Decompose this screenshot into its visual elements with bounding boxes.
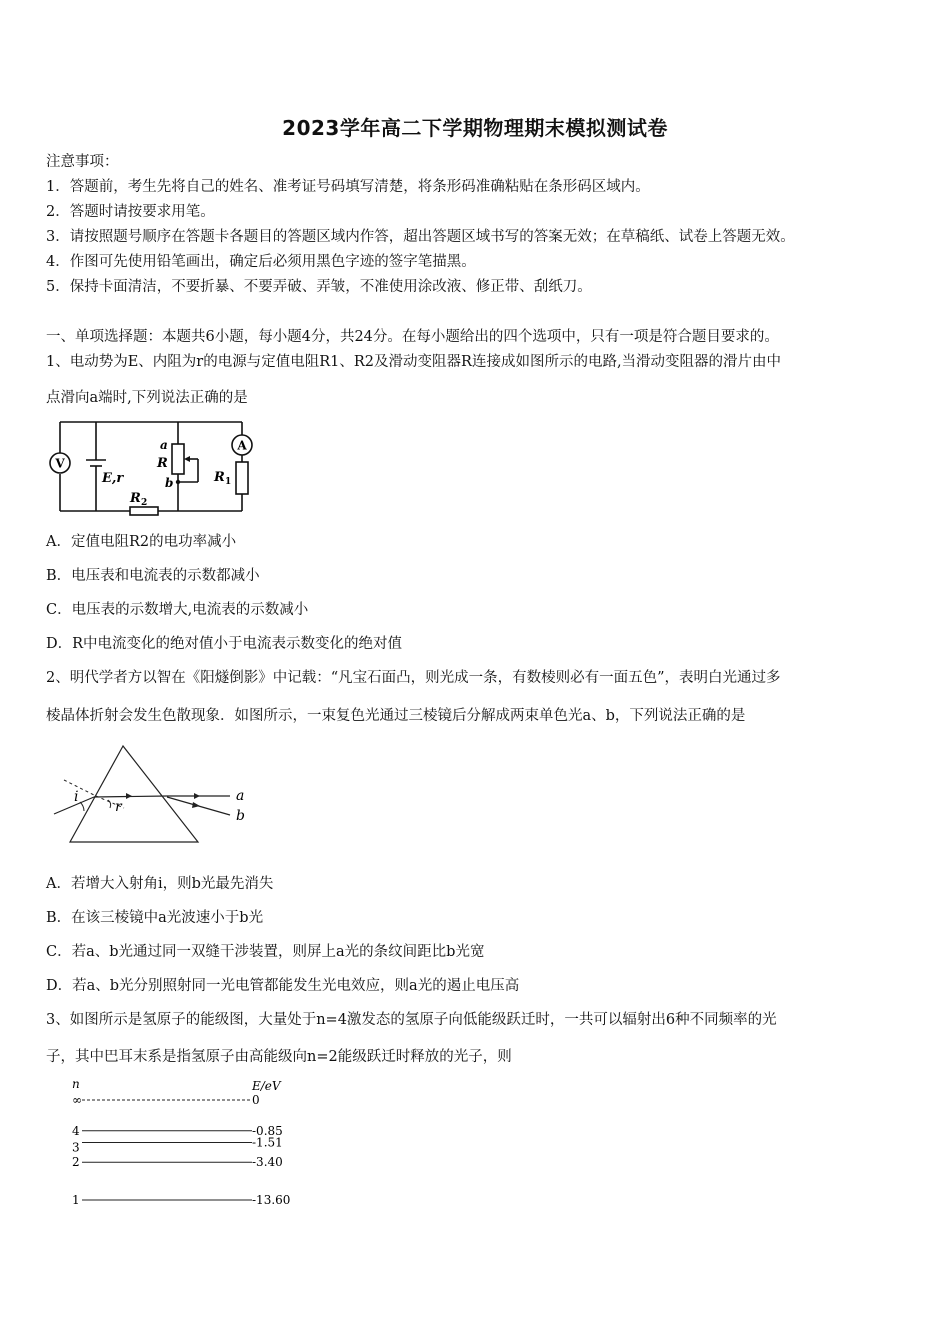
q1-stem: 1、电动势为E、内阻为r的电源与定值电阻R1、R2及滑动变阻器R连接成如图所示的电路,当滑动变阻器的滑片由中 (46, 354, 782, 370)
ray-b-label: b (236, 808, 245, 824)
q3-stem: 子，其中巴耳末系是指氢原子由高能级向n=2能级跃迁时释放的光子，则 (46, 1049, 512, 1065)
q1-circuit-figure (46, 416, 266, 522)
q2-option-b: B．在该三棱镜中a光波速小于b光 (46, 910, 264, 926)
q2-stem: 2、明代学者方以智在《阳燧倒影》中记载：“凡宝石面凸，则光成一条，有数棱则必有一面五色”，表明白光通过多 (46, 670, 781, 686)
refracted-angle-label: r (115, 799, 122, 815)
energy-level-4-n: 4 (72, 1123, 80, 1138)
energy-level-4-energy: -0.85 (252, 1123, 283, 1138)
notice-item: 4．作图可先使用铅笔画出，确定后必须用黑色字迹的签字笔描黑。 (46, 254, 476, 270)
q1-option-c: C．电压表的示数增大,电流表的示数减小 (46, 602, 309, 618)
q2-option-a: A．若增大入射角i，则b光最先消失 (46, 876, 274, 892)
r2-subscript: 2 (141, 498, 148, 508)
r2-label: R (130, 491, 141, 506)
section-heading: 一、单项选择题：本题共6小题，每小题4分，共24分。在每小题给出的四个选项中，只有一项是符合题目要求的。 (46, 329, 779, 345)
q2-option-c: C．若a、b光通过同一双缝干涉装置，则屏上a光的条纹间距比b光宽 (46, 944, 485, 960)
ray-a-label: a (236, 788, 245, 804)
notice-item: 1．答题前，考生先将自己的姓名、准考证号码填写清楚，将条形码准确粘贴在条形码区域内。 (46, 179, 650, 195)
q3-energy-level-figure (64, 1074, 314, 1214)
notice-item: 2．答题时请按要求用笔。 (46, 204, 215, 220)
notice-heading: 注意事项： (46, 154, 119, 170)
q1-option-b: B．电压表和电流表的示数都减小 (46, 568, 260, 584)
q2-stem: 棱晶体折射会发生色散现象．如图所示，一束复色光通过三棱镜后分解成两束单色光a、b，下列说法正确的是 (46, 708, 746, 724)
rheostat-label: R (157, 456, 168, 471)
energy-level-3-energy: -1.51 (252, 1135, 283, 1150)
energy-level-3-n: 3 (72, 1140, 80, 1155)
q1-option-d: D．R中电流变化的绝对值小于电流表示数变化的绝对值 (46, 636, 403, 652)
energy-level-1-energy: -13.60 (252, 1193, 291, 1207)
energy-axis-label: E/eV (252, 1079, 281, 1093)
q3-stem: 3、如图所示是氢原子的能级图，大量处于n=4激发态的氢原子向低能级跃迁时，一共可以辐射出6种不同频率的光 (46, 1012, 777, 1028)
q2-prism-figure (50, 738, 260, 848)
r1-label: R (214, 470, 225, 485)
energy-level-2-n: 2 (72, 1155, 80, 1170)
energy-level-2-energy: -3.40 (252, 1155, 283, 1170)
q1-stem: 点滑向a端时,下列说法正确的是 (46, 390, 248, 406)
rheostat-end-b: b (165, 476, 174, 490)
voltmeter-label: V (55, 456, 65, 471)
n-axis-label: n (72, 1077, 80, 1091)
ammeter-label: A (237, 438, 247, 453)
q2-option-d: D．若a、b光分别照射同一光电管都能发生光电效应，则a光的遏止电压高 (46, 978, 520, 994)
energy-level-1-n: 1 (72, 1193, 80, 1207)
page-title: 2023学年高二下学期物理期末模拟测试卷 (282, 116, 668, 140)
r1-subscript: 1 (225, 477, 232, 487)
q1-option-a: A．定值电阻R2的电功率减小 (46, 534, 237, 550)
energy-level-inf-energy: 0 (252, 1093, 260, 1107)
incident-angle-label: i (74, 789, 79, 805)
notice-item: 3．请按照题号顺序在答题卡各题目的答题区域内作答，超出答题区域书写的答案无效；在草稿纸、试卷上答题无效。 (46, 229, 795, 245)
energy-level-inf-n: ∞ (72, 1093, 82, 1107)
notice-item: 5．保持卡面清洁，不要折暴、不要弄破、弄皱，不准使用涂改液、修正带、刮纸刀。 (46, 279, 592, 295)
rheostat-end-a: a (160, 438, 168, 452)
source-label: E,r (102, 471, 124, 486)
